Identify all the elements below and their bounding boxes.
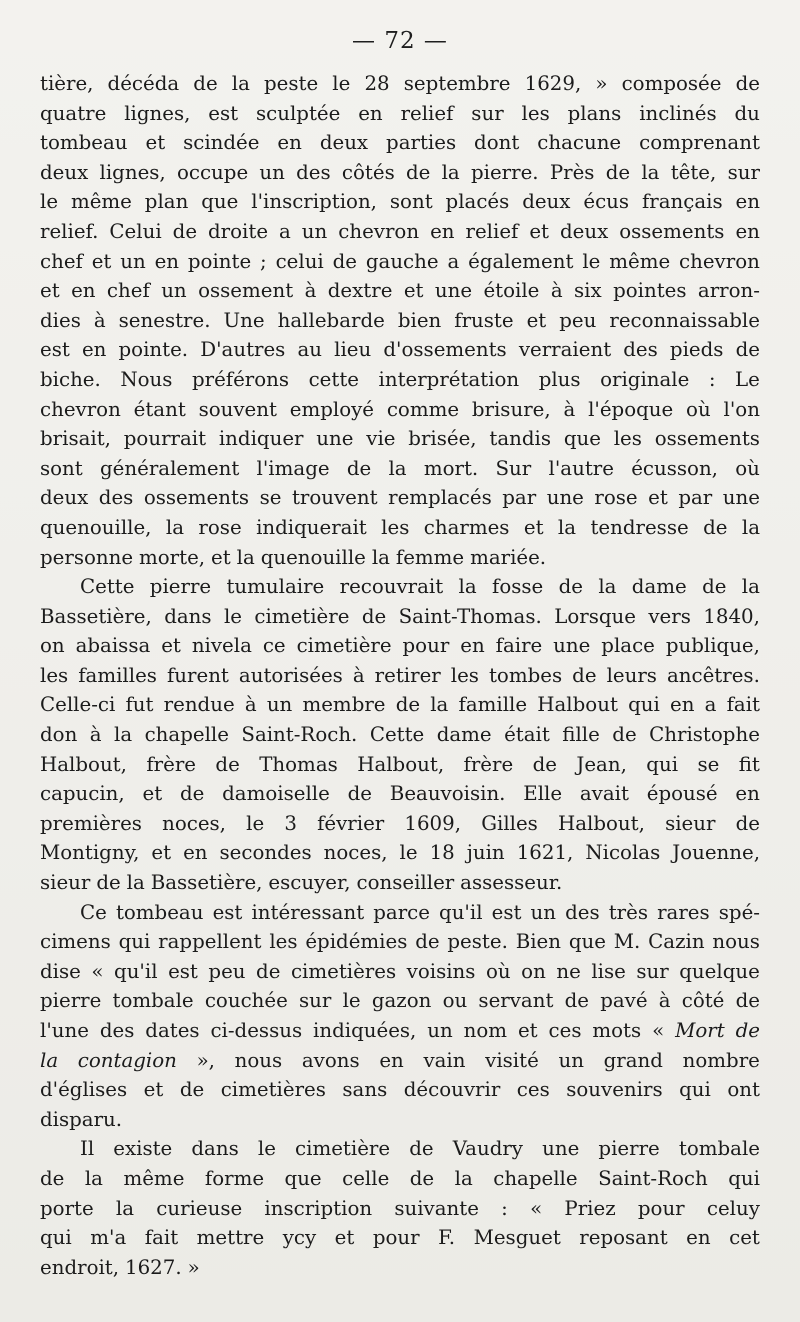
text-line: Cette pierre tumulaire recouvrait la fosse de la dame de la	[80, 575, 760, 599]
text-line: chevron étant souvent employé comme brisure, à l'époque où l'on	[40, 397, 760, 421]
text-line: quenouille, la rose indiquerait les charmes et la tendresse de la	[40, 515, 760, 539]
text-line: endroit, 1627. »	[40, 1255, 200, 1279]
text-line: quatre lignes, est sculptée en relief sur les plans inclinés du	[40, 101, 760, 125]
text-line: l'une des dates ci-dessus indiquées, un nom et ces mots « Mort de	[40, 1019, 760, 1042]
text-line: chef et un en pointe ; celui de gauche a également le même chevron	[40, 249, 760, 273]
text-line: sieur de la Bassetière, escuyer, conseiller assesseur.	[40, 871, 563, 895]
text-line: Halbout, frère de Thomas Halbout, frère de Jean, qui se fit	[40, 752, 760, 776]
text-line: le même plan que l'inscription, sont placés deux écus français en	[40, 190, 760, 214]
text-line: qui m'a fait mettre ycy et pour F. Mesguet reposant en cet	[40, 1226, 760, 1250]
text-line: les familles furent autorisées à retirer les tombes de leurs ancêtres.	[40, 663, 760, 687]
text-line: et en chef un ossement à dextre et une étoile à six pointes arron-	[40, 279, 760, 303]
text-line: cimens qui rappellent les épidémies de peste. Bien que M. Cazin nous	[40, 930, 760, 954]
text-line: la contagion », nous avons en vain visité un grand nombre	[40, 1048, 760, 1072]
text-line: premières noces, le 3 février 1609, Gilles Halbout, sieur de	[40, 811, 760, 835]
text-line: de la même forme que celle de la chapelle Saint-Roch qui	[40, 1166, 760, 1190]
text-line: Il existe dans le cimetière de Vaudry une pierre tombale	[80, 1137, 760, 1161]
text-line: porte la curieuse inscription suivante : « Priez pour celuy	[40, 1196, 760, 1220]
text-line: on abaissa et nivela ce cimetière pour en faire une place publique,	[40, 634, 760, 658]
text-line: Montigny, et en secondes noces, le 18 juin 1621, Nicolas Jouenne,	[40, 841, 760, 865]
text-line: sont généralement l'image de la mort. Sur l'autre écusson, où	[40, 456, 760, 480]
text-line: Celle-ci fut rendue à un membre de la famille Halbout qui en a fait	[40, 693, 760, 717]
text-line: deux lignes, occupe un des côtés de la pierre. Près de la tête, sur	[40, 160, 760, 184]
text-line: pierre tombale couchée sur le gazon ou servant de pavé à côté de	[40, 989, 760, 1013]
body-text	[40, 69, 760, 1282]
text-line: capucin, et de damoiselle de Beauvoisin. Elle avait épousé en	[40, 782, 760, 806]
text-line: biche. Nous préférons cette interprétation plus originale : Le	[40, 367, 760, 391]
text-line: don à la chapelle Saint-Roch. Cette dame était fille de Christophe	[40, 723, 760, 747]
text-line: personne morte, et la quenouille la femme mariée.	[40, 545, 547, 569]
text-line: tombeau et scindée en deux parties dont chacune comprenant	[40, 131, 760, 155]
text-line: relief. Celui de droite a un chevron en relief et deux ossements en	[40, 219, 760, 243]
text-line: est en pointe. D'autres au lieu d'ossements verraient des pieds de	[40, 338, 760, 362]
text-line: dise « qu'il est peu de cimetières voisins où on ne lise sur quelque	[40, 959, 760, 983]
text-line: d'églises et de cimetières sans découvrir ces souvenirs qui ont	[40, 1078, 760, 1102]
text-line: deux des ossements se trouvent remplacés par une rose et par une	[40, 486, 760, 510]
page-number: — 72 —	[352, 28, 448, 54]
text-line: Bassetière, dans le cimetière de Saint-Thomas. Lorsque vers 1840,	[40, 604, 760, 628]
text-line: brisait, pourrait indiquer une vie brisée, tandis que les ossements	[40, 427, 760, 451]
text-line: Ce tombeau est intéressant parce qu'il est un des très rares spé-	[80, 900, 760, 924]
text-line: disparu.	[40, 1107, 123, 1131]
text-line: tière, décéda de la peste le 28 septembre 1629, » composée de	[40, 72, 760, 95]
text-line: dies à senestre. Une hallebarde bien fruste et peu reconnaissable	[40, 308, 760, 332]
